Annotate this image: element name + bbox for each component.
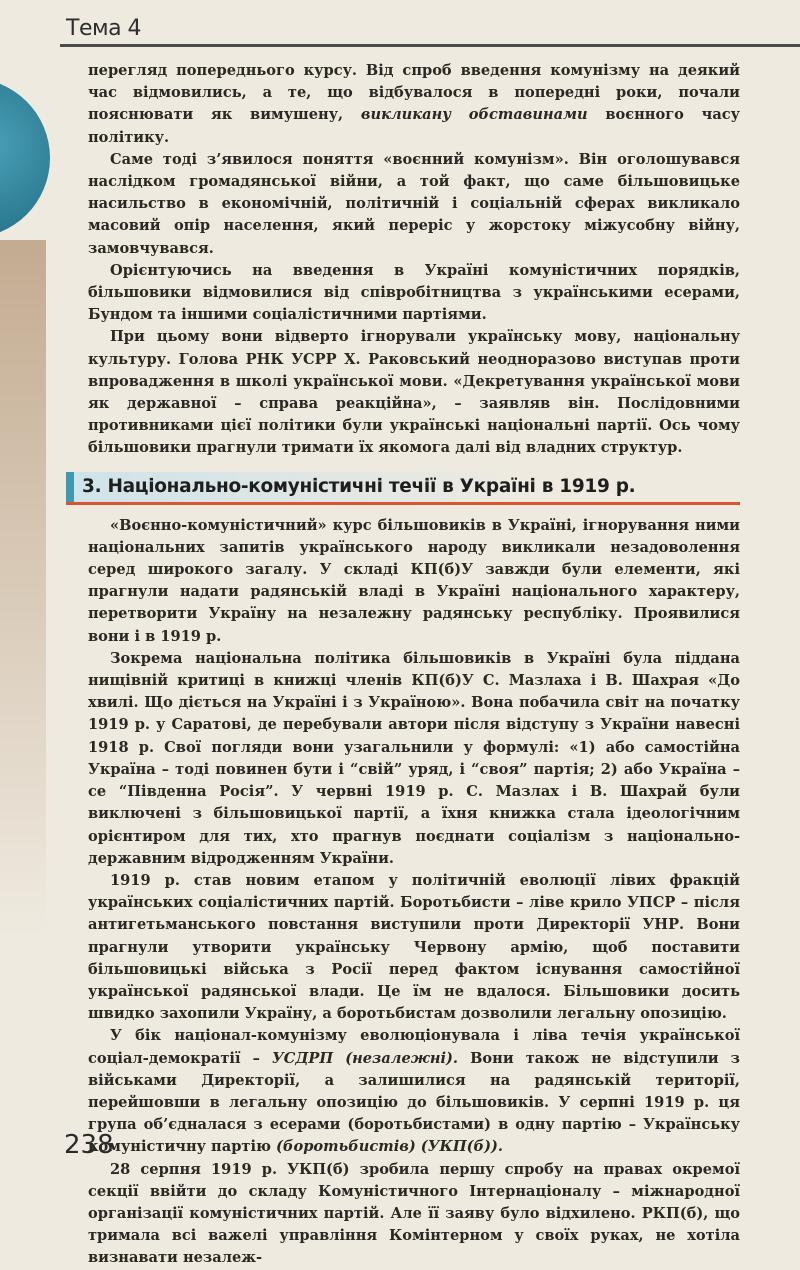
paragraph: перегляд попереднього курсу. Від спроб введення комунізму на деякий час відмовились, а те, що відбувалося в попередні роки, почали пояснювати як вимушену, викликану обставинами воєнного часу політику. [88,62,741,146]
paragraph: При цьому вони відверто ігнорували українську мову, національну культуру. Голова РНК УСРР Х. Раковський неодноразово виступав проти впровадження в школі української мови. «Декретування української мови як державної – справа реакційна», – заявляв він. Послідовними противниками цієї політики були українські національні партії. Ось чому більшовики прагнули тримати їх якомога далі від владних структур. [88,328,740,457]
paragraph: Саме тоді з’явилося поняття «воєнний комунізм». Він оголошувався наслідком громадянської війни, а той факт, що саме більшовицьке насильство в економічній, політичній і соціальній сферах викликало масовий опір населення, який переріс у жорстоку міжусобну війну, замовчувався. [88,150,740,257]
topic-label: Тема 4 [66,16,142,41]
decorative-globe [0,78,50,238]
page-content [82,60,741,1270]
paragraph: Орієнтуючись на введення в Україні комуністичних порядків, більшовики відмовилися від співробітництва з українськими есерами, Бундом та іншими соціалістичними партіями. [88,261,740,324]
section-heading [66,472,740,505]
paragraph: 28 серпня 1919 р. УКП(б) зробила першу спробу на правах окремої секції ввійти до складу Комуністичного Інтернаціоналу – міжнародної організації комуністичних партій. Але її заяву було відхилено. РКП(б), що тримала всі важелі управління Комінтерном у своїх руках, не хотіла визнавати незалеж- [88,1160,740,1267]
page-number: 238 [64,1130,114,1160]
heading-marker [66,472,74,502]
section-heading-text: 3. Національно-комуністичні течії в Україні в 1919 р. [82,475,636,497]
page-header [0,0,800,48]
paragraph: Зокрема національна політика більшовиків в Україні була піддана нищівній критиці в книжці членів КП(б)У С. Мазлаха і В. Шахрая «До хвилі. Що діється на Україні і з Україною». Вона побачила світ на початку 1919 р. у Саратові, де перебували автори після відступу з України навесні 1918 р. Свої погляди вони узагальнили у формулі: «1) або самостійна Україна – тоді повинен бути і “свій” уряд, і “своя” партія; 2) або Україна – се “Південна Росія”. У червні 1919 р. С. Мазлах і В. Шахрай були виключені з більшовицької партії, а їхня книжка стала ідеологічним орієнтиром для тих, хто прагнув поєднати соціалізм з національно-державним відродженням України. [88,649,740,867]
paragraph: «Воєнно-комуністичний» курс більшовиків в Україні, ігнорування ними національних запитів українського народу викликали незадоволення серед широкого загалу. У складі КП(б)У завжди були елементи, які прагнули надати радянській владі в Україні національного характеру, перетворити Україну на незалежну радянську республіку. Проявилися вони і в 1919 р. [88,516,740,645]
header-rule [60,44,800,47]
paragraph: 1919 р. став новим етапом у політичній еволюції лівих фракцій українських соціалістичних партій. Боротьбисти – ліве крило УПСР – після антигетьманського повстання виступили проти Директорії УНР. Вони прагнули утворити українську Червону армію, щоб поставити більшовицькі війська з Росії перед фактом існування самостійної української радянської влади. Це їм не вдалося. Більшовики досить швидко захопили Україну, а боротьбистам дозволили легальну опозицію. [88,871,740,1023]
paragraph: У бік націонал-комунізму еволюціонувала і ліва течія української соціал-демократії – УСДРП (незалежні). Вони також не відступили з військами Директорії, а залишилися на радянській території, перейшовши в легальну опозицію до більшовиків. У серпні 1919 р. ця група об’єдналася з есерами (боротьбистами) в одну партію – Українську комуністичну партію (боротьбистів) (УКП(б)). [88,1027,740,1156]
decorative-margin-stripe [0,240,46,940]
